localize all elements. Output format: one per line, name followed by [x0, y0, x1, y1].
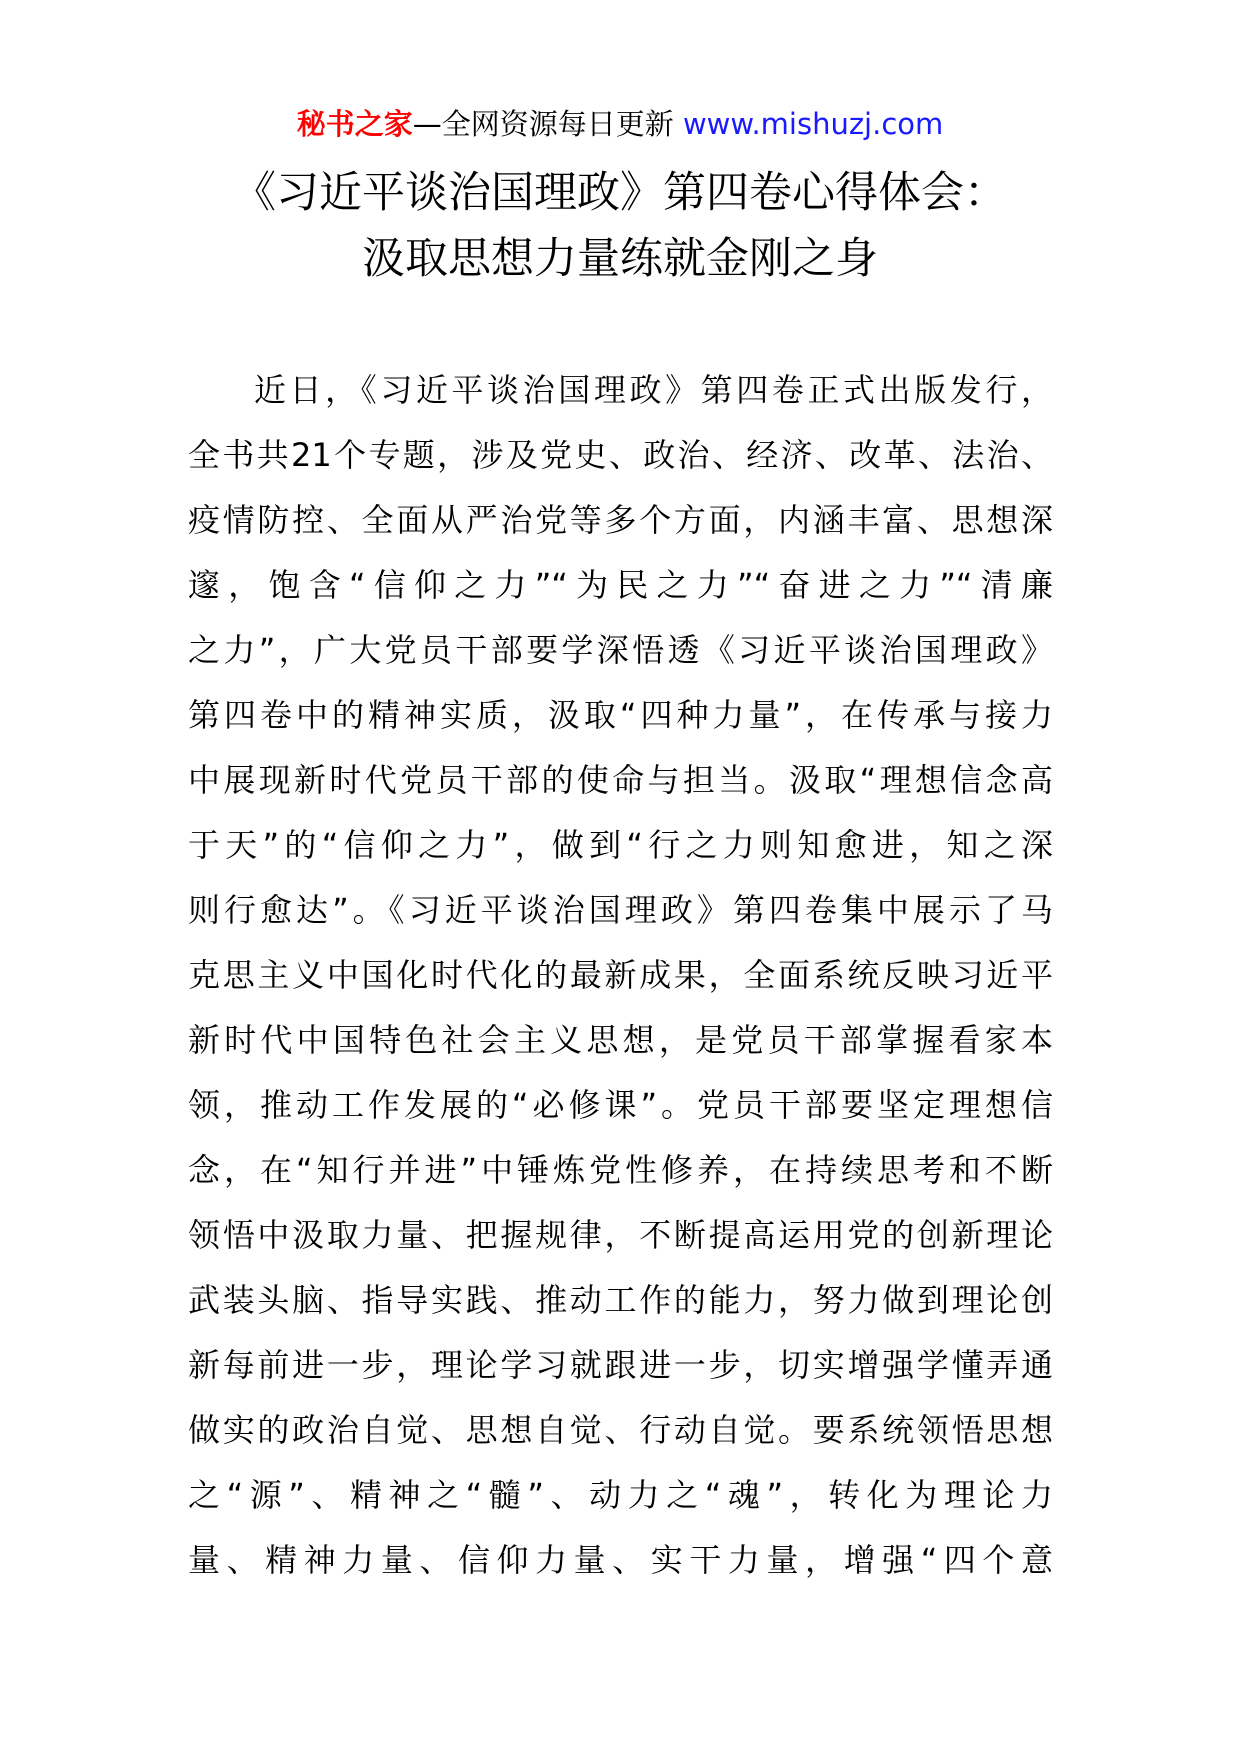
body-line: 克思主义中国化时代化的最新成果，全面系统反映习近平	[188, 956, 1053, 994]
body-paragraph	[188, 358, 1053, 1593]
header-brand: 秘书之家	[296, 107, 413, 141]
body-line: 武装头脑、指导实践、推动工作的能力，努力做到理论创	[188, 1281, 1053, 1319]
document-title-line-1: 《习近平谈治国理政》第四卷心得体会：	[233, 168, 1007, 218]
body-line: 第四卷中的精神实质，汲取“四种力量”，在传承与接力	[188, 696, 1053, 734]
body-line: 量、精神力量、信仰力量、实干力量，增强“四个意	[188, 1541, 1053, 1579]
body-line: 新每前进一步，理论学习就跟进一步，切实增强学懂弄通	[188, 1346, 1053, 1384]
body-line: 念，在“知行并进”中锤炼党性修养，在持续思考和不断	[188, 1151, 1053, 1189]
body-line: 之“源”、精神之“髓”、动力之“魂”，转化为理论力	[188, 1476, 1053, 1514]
body-line: 邃，饱含“信仰之力”“为民之力”“奋进之力”“清廉	[188, 566, 1053, 604]
body-line: 做实的政治自觉、思想自觉、行动自觉。要系统领悟思想	[188, 1411, 1053, 1449]
site-header	[0, 104, 1240, 144]
body-line: 之力”，广大党员干部要学深悟透《习近平谈治国理政》	[188, 631, 1053, 669]
header-url-link[interactable]: www.mishuzj.com	[673, 107, 944, 141]
body-line: 领悟中汲取力量、把握规律，不断提高运用党的创新理论	[188, 1216, 1053, 1254]
header-slogan: —全网资源每日更新	[412, 107, 674, 141]
body-line: 于天”的“信仰之力”，做到“行之力则知愈进，知之深	[188, 826, 1053, 864]
body-line: 则行愈达”。《习近平谈治国理政》第四卷集中展示了马	[188, 891, 1053, 929]
body-line: 近日，《习近平谈治国理政》第四卷正式出版发行，	[254, 371, 1053, 409]
body-line: 全书共21个专题，涉及党史、政治、经济、改革、法治、	[188, 436, 1053, 474]
body-line: 中展现新时代党员干部的使命与担当。汲取“理想信念高	[188, 761, 1053, 799]
body-line: 领，推动工作发展的“必修课”。党员干部要坚定理想信	[188, 1086, 1053, 1124]
document-title-line-2: 汲取思想力量练就金刚之身	[362, 234, 878, 284]
body-line: 疫情防控、全面从严治党等多个方面，内涵丰富、思想深	[188, 501, 1053, 539]
body-line: 新时代中国特色社会主义思想，是党员干部掌握看家本	[188, 1021, 1053, 1059]
